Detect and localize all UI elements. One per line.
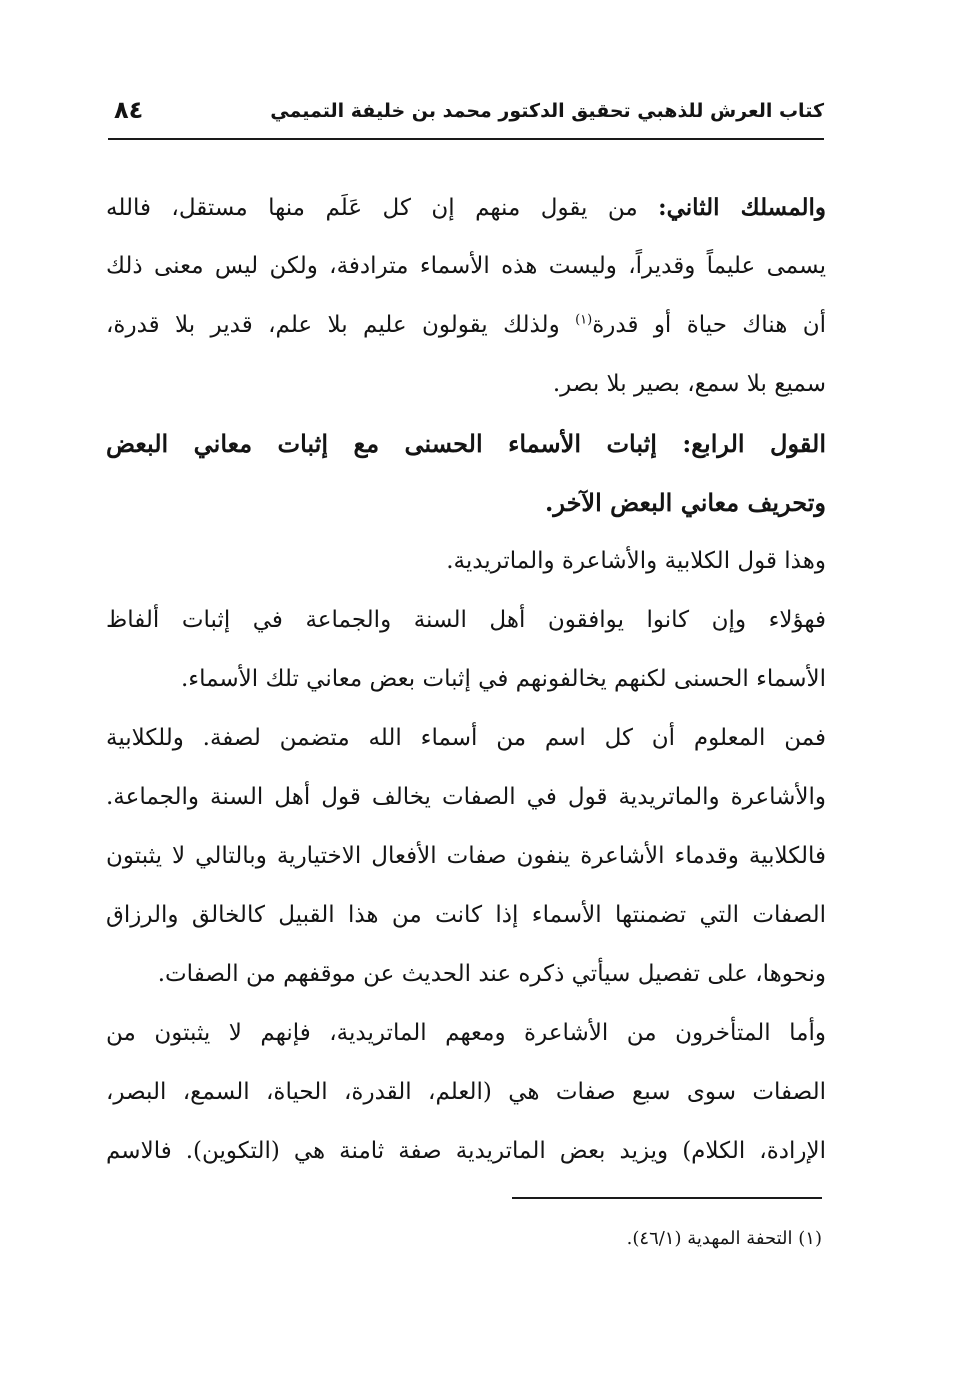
text-span: من يقول منهم إن كل عَلَم منها مستقل، فالله (106, 195, 638, 221)
text-line: يسمى عليماً وقديراً، وليست هذه الأسماء مترادفة، ولكن ليس معنى ذلك (106, 253, 826, 279)
text-line: فمن المعلوم أن كل اسم من أسماء الله متضمن لصفة. وللكلابية (106, 725, 826, 751)
text-line: سميع بلا سمع، بصير بلا بصر. (552, 371, 826, 397)
heading-line: القول الرابع: إثبات الأسماء الحسنى مع إثبات معاني البعض (106, 429, 826, 458)
footnote-reference: (١) (575, 312, 593, 328)
section-lead: والمسلك الثاني: (658, 194, 827, 221)
paragraph-attributes (106, 709, 826, 1004)
paragraph-sects (106, 532, 826, 591)
text-span: أن هناك حياة أو قدرة (592, 312, 827, 338)
text-line: الصفات سوى سبع صفات هي (العلم، القدرة، الحياة، السمع، البصر، (106, 1079, 826, 1105)
text-line (106, 178, 826, 237)
text-line (106, 296, 826, 355)
page-number: ٨٤ (114, 96, 144, 124)
section-heading (106, 414, 826, 532)
text-line: فهؤلاء وإن كانوا يوافقون أهل السنة والجماعة في إثبات ألفاظ (106, 607, 826, 633)
body-text (106, 178, 826, 1181)
text-span: ولذلك يقولون عليم بلا علم، قدير بلا قدرة، (106, 312, 560, 338)
paragraph-agreement (106, 591, 826, 709)
paragraph-second-path (106, 178, 826, 414)
text-line: فالكلابية وقدماء الأشاعرة ينفون صفات الأفعال الاختيارية وبالتالي لا يثبتون (106, 843, 826, 869)
text-line: الإرادة، الكلام) ويزيد بعض الماتريدية صفة ثامنة هي (التكوين). فالاسم (106, 1138, 826, 1164)
text-line: وأما المتأخرون من الأشاعرة ومعهم الماتريدية، فإنهم لا يثبتون من (106, 1020, 826, 1046)
paragraph-later-asharis (106, 1004, 826, 1181)
running-header (108, 96, 824, 136)
text-line: الأسماء الحسنى لكنهم يخالفونهم في إثبات بعض معاني تلك الأسماء. (180, 666, 826, 692)
text-line: وهذا قول الكلابية والأشاعرة والماتريدية. (446, 548, 826, 574)
heading-line: وتحريف معاني البعض الآخر. (544, 488, 826, 517)
text-line: الصفات التي تضمنتها الأسماء إذا كانت من هذا القبيل كالخالق والرزاق (106, 902, 826, 928)
footnote-divider (512, 1197, 822, 1199)
text-line: ونحوها، على تفصيل سيأتي ذكره عند الحديث عن موقفهم من الصفات. (157, 961, 826, 987)
header-divider (108, 138, 824, 140)
header-book-title: كتاب العرش للذهبي تحقيق الدكتور محمد بن خليفة التميمي (270, 100, 824, 122)
text-line: والأشاعرة والماتريدية قول في الصفات يخالف قول أهل السنة والجماعة. (106, 784, 826, 810)
footnote: (١) التحفة المهدية (٤٦/١). (626, 1228, 822, 1249)
